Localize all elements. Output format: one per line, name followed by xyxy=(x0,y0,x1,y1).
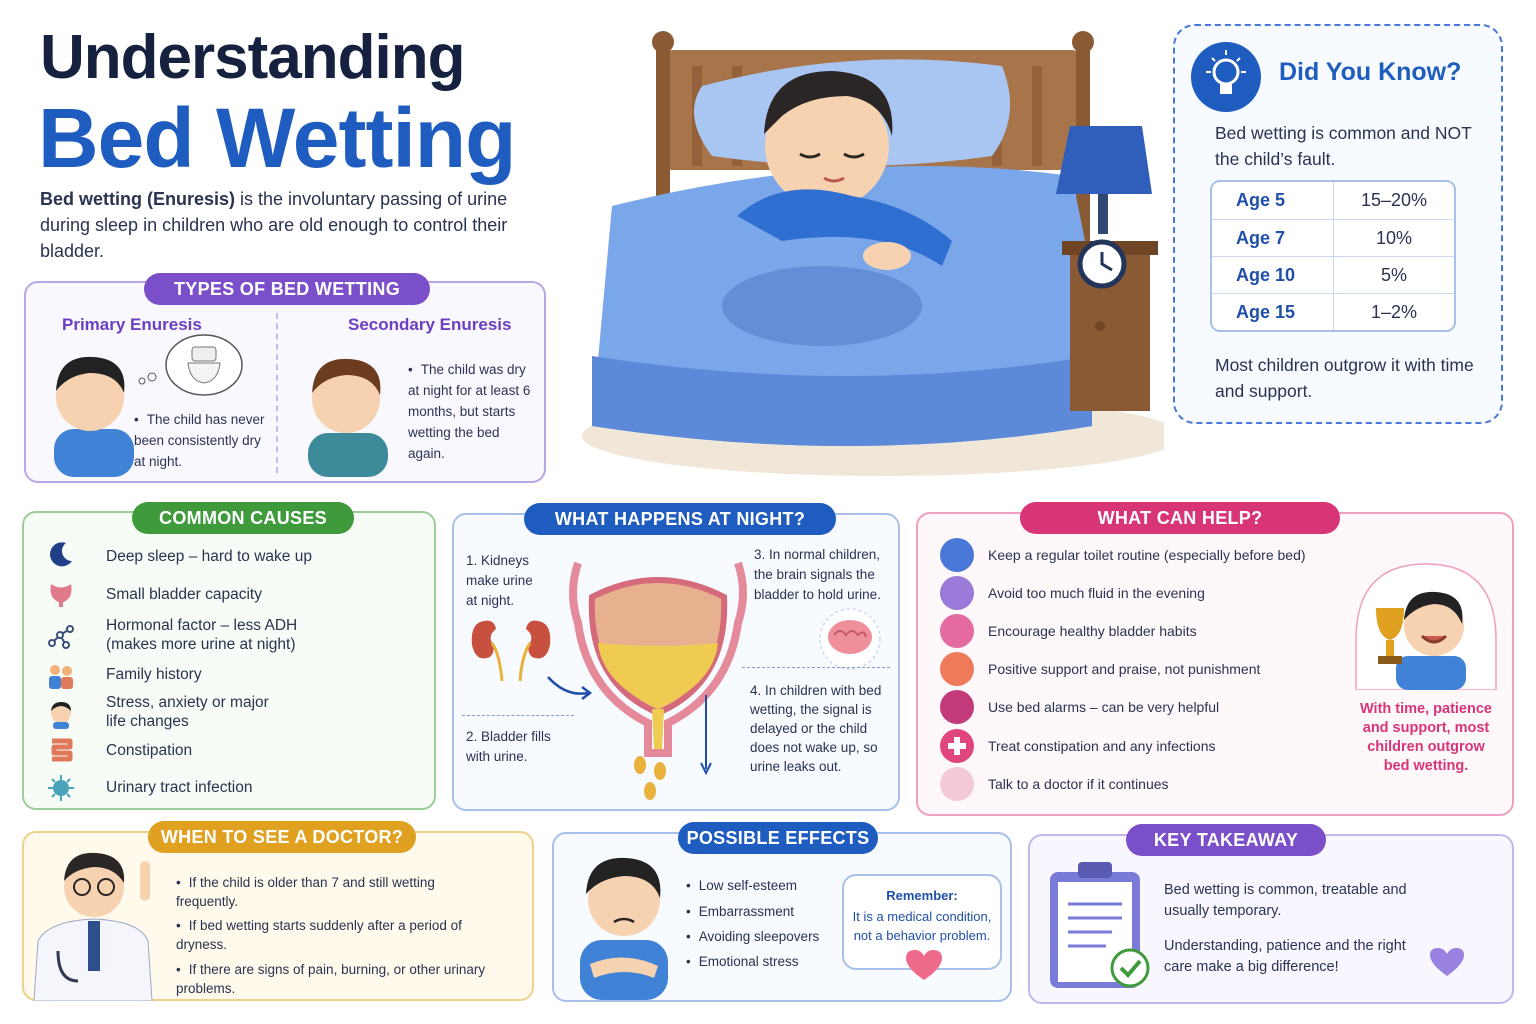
cause-item-sub: (makes more urine at night) xyxy=(106,636,296,653)
help-item: Treat constipation and any infections xyxy=(988,738,1216,754)
molecule-icon xyxy=(46,621,76,651)
intro-rest: is the involuntary passing of urine during sleep in children who are old enough to control their bladder. xyxy=(40,189,508,261)
help-heading: WHAT CAN HELP? xyxy=(1020,502,1340,534)
doctor-item-text: • If there are signs of pain, burning, or other urinary problems. xyxy=(176,962,485,996)
primary-bullet: • The child has never been consistently dry at night. xyxy=(134,412,265,469)
intro-text xyxy=(40,186,560,264)
lightbulb-icon xyxy=(1191,42,1261,112)
night-heading: WHAT HAPPENS AT NIGHT? xyxy=(524,503,836,535)
effects-panel xyxy=(552,827,1012,1002)
doctor-item xyxy=(176,873,496,911)
help-panel xyxy=(916,507,1514,816)
help-item: Avoid too much fluid in the evening xyxy=(988,585,1205,601)
secondary-text xyxy=(408,359,538,464)
types-panel xyxy=(24,278,546,483)
doctor-item-text: • If the child is older than 7 and still wetting frequently. xyxy=(176,875,435,909)
germ-icon xyxy=(46,773,76,803)
secondary-bullet: • The child was dry at night for at least 6 months, but starts wetting the bed again. xyxy=(408,362,530,461)
night-step1: 1. Kidneys make urine at night. xyxy=(466,553,533,608)
key-panel xyxy=(1028,829,1514,1004)
help-item: Positive support and praise, not punishment xyxy=(988,661,1261,677)
worried-child-icon xyxy=(46,699,76,729)
family-icon xyxy=(46,661,76,691)
effect-item: • Low self-esteem xyxy=(686,878,797,893)
types-divider xyxy=(276,313,278,473)
bladder-icon xyxy=(46,579,76,609)
effect-item: • Avoiding sleepovers xyxy=(686,929,819,944)
moon-icon xyxy=(46,539,76,569)
cause-item: Stress, anxiety or major xyxy=(106,694,269,711)
doctor-icon xyxy=(940,767,974,801)
help-item: Encourage healthy bladder habits xyxy=(988,623,1197,639)
cause-item: Family history xyxy=(106,666,202,683)
night-step4: 4. In children with bed wetting, the signal is delayed or the child does not wake up, so urine leaks out. xyxy=(750,683,882,774)
causes-panel xyxy=(22,507,436,810)
secondary-title: Secondary Enuresis xyxy=(348,315,512,334)
kidneys-icon xyxy=(466,615,556,685)
age-table xyxy=(1210,180,1456,332)
medical-cross-icon xyxy=(940,729,974,763)
help-item: Use bed alarms – can be very helpful xyxy=(988,699,1220,715)
effect-item: • Emotional stress xyxy=(686,954,799,969)
primary-title: Primary Enuresis xyxy=(62,315,202,334)
doctor-item-text: • If bed wetting starts suddenly after a period of dryness. xyxy=(176,918,462,952)
sad-child-illustration xyxy=(568,842,678,1000)
effects-heading: POSSIBLE EFFECTS xyxy=(678,822,878,854)
cause-item-sub: life changes xyxy=(106,713,189,730)
help-item: Keep a regular toilet routine (especially before bed) xyxy=(988,547,1306,563)
alarm-icon xyxy=(940,690,974,724)
bladder-diagram xyxy=(568,553,748,803)
causes-heading: COMMON CAUSES xyxy=(132,502,354,534)
did-you-know-text2: Most children outgrow it with time and support. xyxy=(1215,355,1474,401)
toilet-icon xyxy=(940,538,974,572)
down-arrow-icon xyxy=(700,695,712,775)
remember-text: It is a medical condition, not a behavior problem. xyxy=(852,909,992,943)
cause-item: Constipation xyxy=(106,742,193,759)
toilet-thought-icon xyxy=(136,331,246,401)
cause-item: Hormonal factor – less ADH xyxy=(106,617,298,634)
doctor-panel xyxy=(22,826,534,1001)
help-item: Talk to a doctor if it continues xyxy=(988,776,1169,792)
age-label: Age 5 xyxy=(1212,182,1334,219)
key-text2: Understanding, patience and the right care make a big difference! xyxy=(1164,938,1406,975)
key-heading: KEY TAKEAWAY xyxy=(1126,824,1326,856)
clipboard-icon xyxy=(1042,858,1154,992)
doctor-illustration xyxy=(28,841,168,1001)
cause-item: Urinary tract infection xyxy=(106,779,253,796)
did-you-know-text1: Bed wetting is common and NOT the child’s fault. xyxy=(1215,123,1472,169)
night-dashed-line xyxy=(462,715,574,716)
help-quote: With time, patience and support, most children outgrow bed wetting. xyxy=(1359,701,1492,774)
heart-icon xyxy=(904,948,944,982)
types-heading: TYPES OF BED WETTING xyxy=(144,273,430,305)
secondary-child-icon xyxy=(294,343,404,477)
age-label: Age 10 xyxy=(1212,257,1334,293)
age-value: 10% xyxy=(1375,227,1413,248)
primary-child-icon xyxy=(38,341,148,477)
age-label: Age 15 xyxy=(1212,294,1334,330)
glass-icon xyxy=(940,576,974,610)
age-value: 5% xyxy=(1380,264,1407,285)
doctor-item xyxy=(176,916,496,954)
purple-heart-icon xyxy=(1428,946,1466,978)
night-panel xyxy=(452,508,900,811)
age-row xyxy=(1212,293,1454,330)
primary-text xyxy=(134,409,274,472)
intro-bold: Bed wetting (Enuresis) xyxy=(40,189,236,209)
cause-item: Deep sleep – hard to wake up xyxy=(106,548,312,565)
night-step2: 2. Bladder fills with urine. xyxy=(466,729,551,764)
age-row xyxy=(1212,256,1454,293)
brain-icon xyxy=(810,607,888,671)
doctor-heading: WHEN TO SEE A DOCTOR? xyxy=(148,821,416,853)
night-dashed-line-2 xyxy=(742,667,890,668)
page-title-line1: Understanding xyxy=(40,23,465,92)
key-text1: Bed wetting is common, treatable and usually temporary. xyxy=(1164,882,1407,919)
age-row xyxy=(1212,182,1454,219)
night-step3: 3. In normal children, the brain signals the bladder to hold urine. xyxy=(754,547,881,602)
did-you-know-title: Did You Know? xyxy=(1279,58,1462,86)
page-title-line2: Bed Wetting xyxy=(38,91,516,185)
age-value: 15–20% xyxy=(1360,190,1428,210)
age-label: Age 7 xyxy=(1212,220,1334,256)
doctor-item xyxy=(176,960,496,998)
effect-item: • Embarrassment xyxy=(686,904,794,919)
trophy-child-illustration xyxy=(1350,560,1502,690)
age-value: 1–2% xyxy=(1370,301,1418,322)
did-you-know-panel xyxy=(1173,24,1503,424)
bladder-icon xyxy=(940,614,974,648)
age-row xyxy=(1212,219,1454,256)
sleeping-child-bed-illustration xyxy=(552,26,1164,478)
thumbs-up-icon xyxy=(940,652,974,686)
intestine-icon xyxy=(46,735,76,765)
remember-title: Remember: xyxy=(886,888,958,903)
cause-item: Small bladder capacity xyxy=(106,586,262,603)
